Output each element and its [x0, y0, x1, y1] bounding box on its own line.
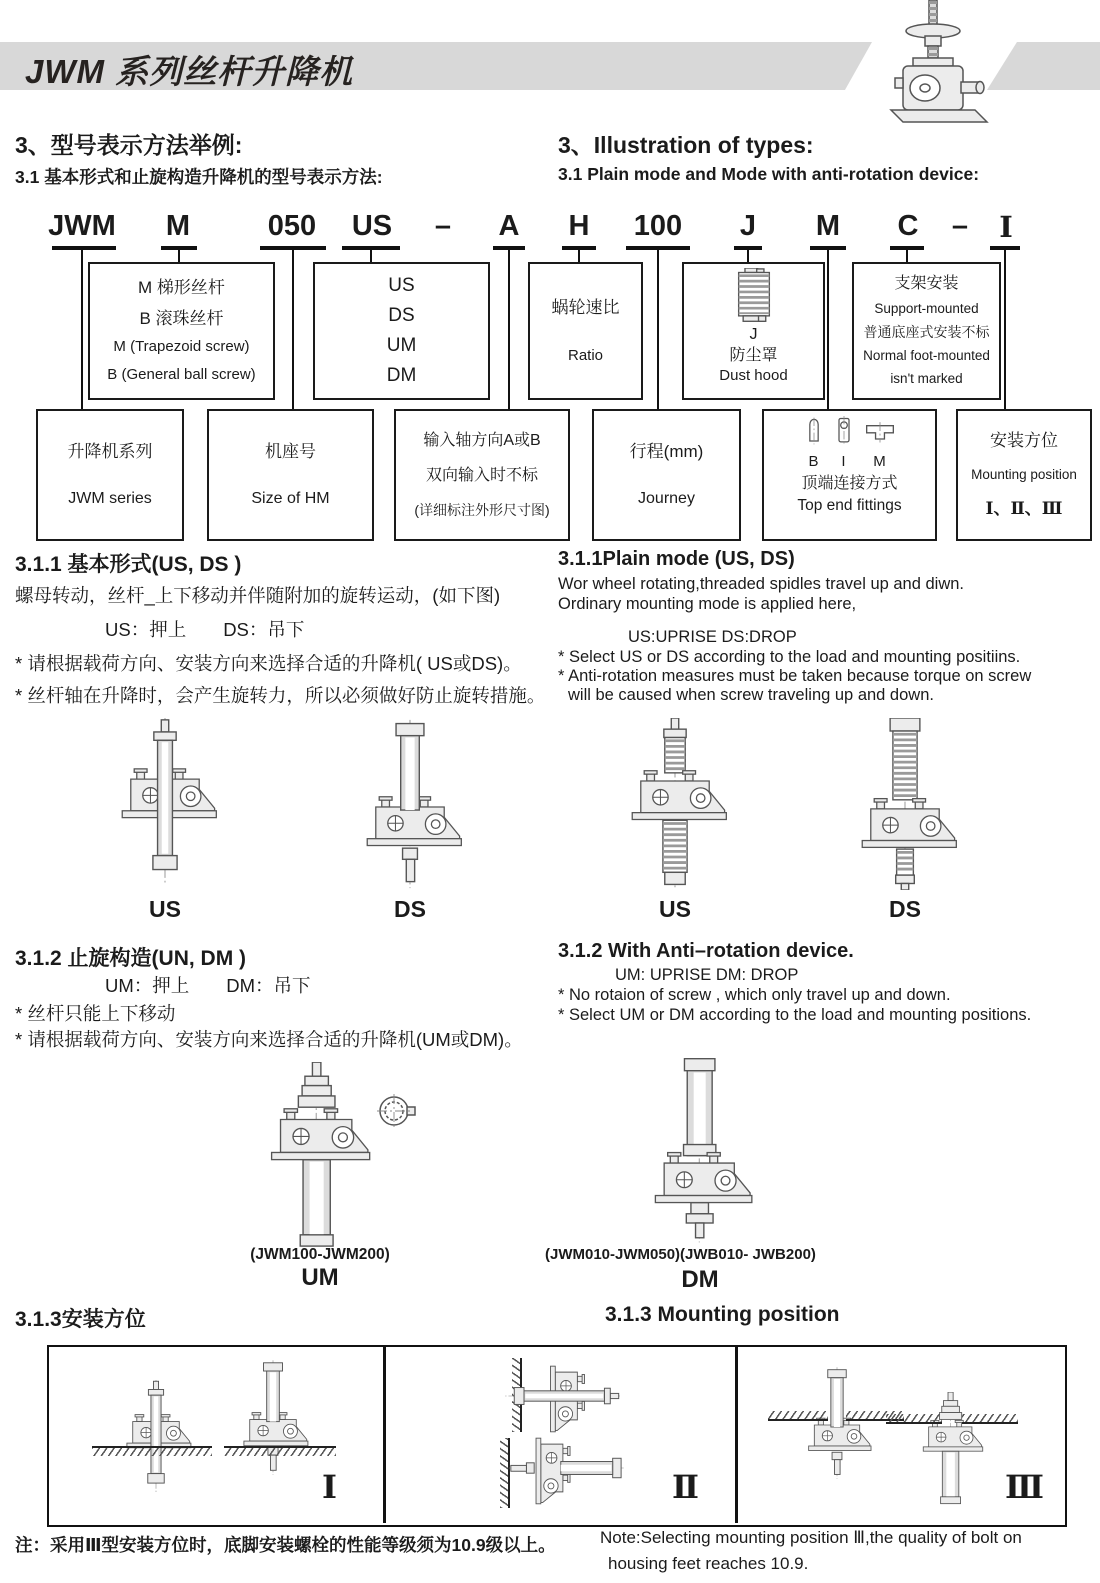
connector-line: [747, 250, 749, 262]
jack-drawing-us-hood: [615, 718, 735, 890]
s312-en-bullet1: * No rotaion of screw , which only travel up and down.: [558, 986, 951, 1004]
s311-en-line1: Wor wheel rotating,threaded spidles travel up and diwn.: [558, 575, 965, 593]
connector-line: [657, 250, 659, 409]
s312-cn-bullet2: * 请根据载荷方向、安装方向来选择合适的升降机(UM或DM)。: [15, 1029, 523, 1050]
s311-en-bullet2b: will be caused when screw traveling up and down.: [568, 686, 934, 704]
jack-drawing-um: [258, 1062, 380, 1250]
um-label: UM: [301, 1264, 339, 1291]
code-h: H: [568, 210, 590, 242]
s311-en-bullet2: * Anti-rotation measures must be taken because torque on screw: [558, 667, 1032, 685]
dm-label: DM: [681, 1266, 719, 1293]
bellows-icon: [732, 268, 776, 324]
screw-jack-product-image: [855, 0, 1015, 130]
code-050: 050: [267, 210, 317, 242]
s312-en-line1: UM: UPRISE DM: DROP: [615, 966, 799, 984]
mount1-jack-a: [118, 1380, 194, 1497]
mount2-jack-a: [500, 1357, 620, 1435]
connector-line: [1004, 250, 1006, 409]
note-cn: 注：采用Ⅲ型安装方位时，底脚安装螺栓的性能等级须为10.9级以上。: [15, 1535, 556, 1555]
top-end-icons: B I M: [804, 415, 896, 472]
label-ds-1: DS: [394, 896, 426, 922]
mount3-jack-b: [915, 1392, 989, 1506]
s311-cn-bullet2: * 丝杆轴在升降时，会产生旋转力，所以必须做好防止旋转措施。: [15, 685, 546, 706]
s312-en-bullet2: * Select UM or DM according to the load and mounting positions.: [558, 1006, 1032, 1024]
heading-cn-31: 3.1 基本形式和止旋构造升降机的型号表示方法:: [15, 167, 383, 187]
jack-drawing-ds-plain: [350, 718, 470, 890]
jack-drawing-ds-hood: [845, 718, 965, 890]
s311-en-line2: Ordinary mounting mode is applied here,: [558, 595, 857, 613]
s313-cn-heading: 3.1.3安装方位: [15, 1308, 146, 1331]
box-screw-type: M 梯形丝杆 B 滚珠丝杆 M (Trapezoid screw) B (General ball screw): [88, 262, 275, 400]
s313-en-heading: 3.1.3 Mounting position: [605, 1303, 840, 1326]
s311-en-heading: 3.1.1Plain mode (US, DS): [558, 548, 795, 570]
box-mounting-type: 支架安装 Support-mounted 普通底座式安装不标 Normal foot-mounted isn't marked: [852, 262, 1001, 400]
ground-hatch: [224, 1446, 336, 1456]
label-us-1: US: [149, 896, 181, 922]
box-top-end: B I M 顶端连接方式 Top end fittings: [762, 409, 937, 541]
mount-label-2: Ⅱ: [672, 1468, 699, 1506]
frame-divider: [735, 1345, 738, 1523]
ceiling-hatch: [768, 1411, 828, 1421]
ground-hatch: [92, 1446, 212, 1456]
code-m2: M: [815, 210, 841, 242]
code-us: US: [351, 210, 393, 242]
label-us-2: US: [659, 896, 691, 922]
mount1-jack-b: [235, 1359, 311, 1476]
heading-en-3: 3、Illustration of types:: [558, 132, 814, 158]
s311-cn-line2: US：押上 DS：吊下: [105, 619, 305, 640]
um-caption: (JWM100-JWM200): [250, 1246, 390, 1263]
code-a: A: [498, 210, 520, 242]
underline: [52, 246, 116, 250]
fitting-i-icon: [834, 415, 854, 447]
s311-cn-line1: 螺母转动，丝杆_上下移动并伴随附加的旋转运动，(如下图): [15, 585, 501, 606]
connector-line: [292, 250, 294, 409]
box-journey: 行程(mm) Journey: [592, 409, 741, 541]
code-c: C: [897, 210, 919, 242]
ceiling-hatch: [886, 1414, 942, 1424]
mount-label-3: Ⅲ: [1005, 1468, 1044, 1506]
box-ratio: 蜗轮速比 Ratio: [528, 262, 643, 400]
note-en-line2: housing feet reaches 10.9.: [608, 1554, 809, 1573]
s312-cn-heading: 3.1.2 止旋构造(UN, DM ): [15, 947, 247, 970]
connector-line: [370, 250, 372, 262]
box-size: 机座号 Size of HM: [207, 409, 374, 541]
code-100: 100: [633, 210, 683, 242]
connector-line: [178, 250, 180, 262]
connector-line: [508, 250, 510, 409]
label-ds-2: DS: [889, 896, 921, 922]
dm-caption: (JWM010-JWM050)(JWB010- JWB200): [545, 1246, 816, 1263]
heading-cn-3: 3、型号表示方法举例:: [15, 132, 243, 158]
connector-line: [906, 250, 908, 262]
box-mode: US DS UM DM: [313, 262, 490, 400]
connector-line: [827, 250, 829, 409]
s311-cn-bullet1: * 请根据载荷方向、安装方向来选择合适的升降机( US或DS)。: [15, 653, 522, 674]
code-i: I: [999, 210, 1013, 244]
box-series: 升降机系列 JWM series: [36, 409, 184, 541]
box-input-shaft: 输入轴方向A或B 双向输入时不标 (详细标注外形尺寸图): [394, 409, 570, 541]
box-dust-hood: J 防尘罩 Dust hood: [682, 262, 825, 400]
ceiling-hatch: [962, 1414, 1018, 1424]
code-jwm: JWM: [48, 210, 116, 242]
code-m: M: [165, 210, 191, 242]
s312-en-heading: 3.1.2 With Anti–rotation device.: [558, 940, 854, 962]
code-dash1: –: [434, 210, 452, 242]
s312-cn-bullet1: * 丝杆只能上下移动: [15, 1003, 176, 1024]
mount-label-1: Ⅰ: [322, 1468, 337, 1506]
connector-line: [578, 250, 580, 262]
mount3-jack-a: [800, 1366, 874, 1480]
mount2-jack-b: [505, 1429, 625, 1507]
s312-cn-line1: UM：押上 DM：吊下: [105, 975, 311, 996]
heading-en-31: 3.1 Plain mode and Mode with anti-rotation device:: [558, 164, 980, 184]
s311-en-bullet1: * Select US or DS according to the load and mounting positiins.: [558, 648, 1021, 666]
fitting-b-icon: [804, 415, 824, 447]
connector-line: [81, 250, 83, 409]
fitting-m-icon: [864, 415, 896, 447]
key-detail-circle: [374, 1090, 416, 1132]
jack-drawing-dm: [642, 1058, 762, 1244]
code-dash2: –: [951, 210, 969, 242]
code-j: J: [739, 210, 757, 242]
box-position: 安装方位 Mounting position Ⅰ、Ⅱ、Ⅲ: [956, 409, 1092, 541]
s311-cn-heading: 3.1.1 基本形式(US, DS ): [15, 553, 242, 576]
s311-en-line3: US:UPRISE DS:DROP: [628, 628, 797, 646]
jack-drawing-us-plain: [105, 718, 225, 890]
page-title: JWM 系列丝杆升降机: [25, 53, 354, 90]
frame-divider: [383, 1345, 386, 1523]
note-en-line1: Note:Selecting mounting position Ⅲ,the quality of bolt on: [600, 1528, 1022, 1547]
